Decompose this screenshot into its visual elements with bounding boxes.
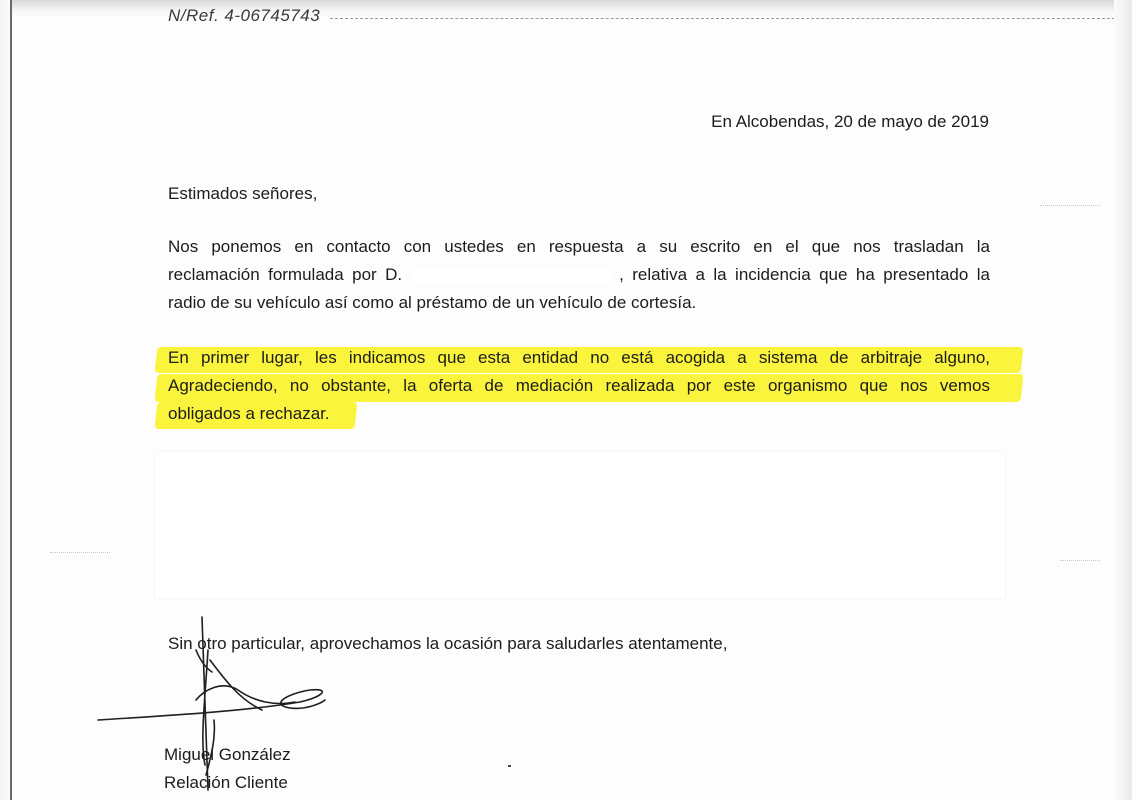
reference-number: N/Ref. 4-06745743: [168, 6, 321, 25]
date-line: En Alcobendas, 20 de mayo de 2019: [711, 112, 989, 131]
paragraph-line: obligados a rechazar.: [168, 404, 330, 423]
salutation: Estimados señores,: [168, 184, 318, 203]
signer-role: Relación Cliente: [164, 773, 288, 792]
signer-name: Miguel González: [164, 745, 291, 764]
paragraph-line: En primer lugar, les indicamos que esta entidad no está acogida a sistema de arbitraje alguno,: [168, 348, 990, 367]
closing-line: Sin otro particular, aprovechamos la ocasión para saludarles atentamente,: [168, 634, 728, 653]
scan-speck: [508, 765, 511, 767]
paragraph-line: Nos ponemos en contacto con ustedes en respuesta a su escrito en el que nos trasladan la: [168, 237, 990, 256]
paragraph-line: radio de su vehículo así como al préstamo de un vehículo de cortesía.: [168, 293, 697, 312]
paragraph-line-part: , relativa a la incidencia que ha presentado la: [619, 265, 991, 284]
paragraph-line-part: reclamación formulada por D.: [168, 265, 403, 284]
paragraph-line: Agradeciendo, no obstante, la oferta de mediación realizada por este organismo que nos vemos: [168, 376, 990, 395]
